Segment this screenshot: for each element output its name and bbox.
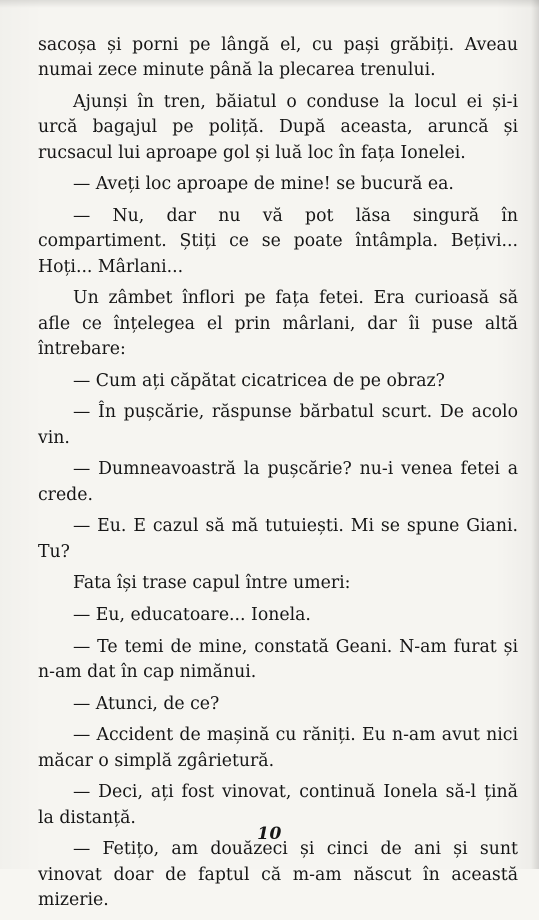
page-top-shadow xyxy=(0,0,539,8)
paragraph: Fata își trase capul între umeri: xyxy=(73,573,351,594)
page-body-text xyxy=(38,33,518,920)
dialogue-line: — Fetițo, am douăzeci și cinci de ani și sunt vinovat doar de faptul că m-am născut în această mizerie. xyxy=(38,839,518,910)
page-number: 10 xyxy=(257,824,282,844)
paragraph: Ajunși în tren, băiatul o conduse la locul ei și-i urcă bagajul pe poliță. După aceasta, aruncă și rucsacul lui aproape gol și luă loc în fața Ionelei. xyxy=(38,92,518,163)
dialogue-line: — Nu, dar nu vă pot lăsa singură în compartiment. Știți ce se poate întâmpla. Bețivi... Hoți... Mârlani... xyxy=(38,206,518,277)
paragraph: sacoșa și porni pe lângă el, cu pași grăbiți. Aveau numai zece minute până la plecarea trenului. xyxy=(38,35,518,81)
dialogue-line: — Atunci, de ce? xyxy=(73,693,220,714)
dialogue-line: — Aveți loc aproape de mine! se bucură ea. xyxy=(73,174,454,195)
dialogue-line: — În pușcărie, răspunse bărbatul scurt. De acolo vin. xyxy=(38,402,518,448)
dialogue-line: — Eu. E cazul să mă tutuiești. Mi se spune Giani. Tu? xyxy=(38,516,518,562)
page-edge-shadow xyxy=(531,0,539,869)
paragraph: Un zâmbet înflori pe fața fetei. Era curioasă să afle ce înțelegea el prin mârlani, dar îi puse altă întrebare: xyxy=(38,288,518,360)
dialogue-line: — Deci, ați fost vinovat, continuă Ionela să-l țină la distanță. xyxy=(38,782,518,828)
dialogue-line: — Dumneavoastră la pușcărie? nu-i venea fetei a crede. xyxy=(38,459,518,505)
dialogue-line: — Accident de mașină cu răniți. Eu n-am avut nici măcar o simplă zgârietură. xyxy=(38,725,518,771)
dialogue-line: — Cum ați căpătat cicatricea de pe obraz? xyxy=(73,370,445,391)
dialogue-line: — Te temi de mine, constată Geani. N-am furat și n-am dat în cap nimănui. xyxy=(38,636,518,682)
dialogue-line: — Eu, educatoare... Ionela. xyxy=(73,605,311,625)
